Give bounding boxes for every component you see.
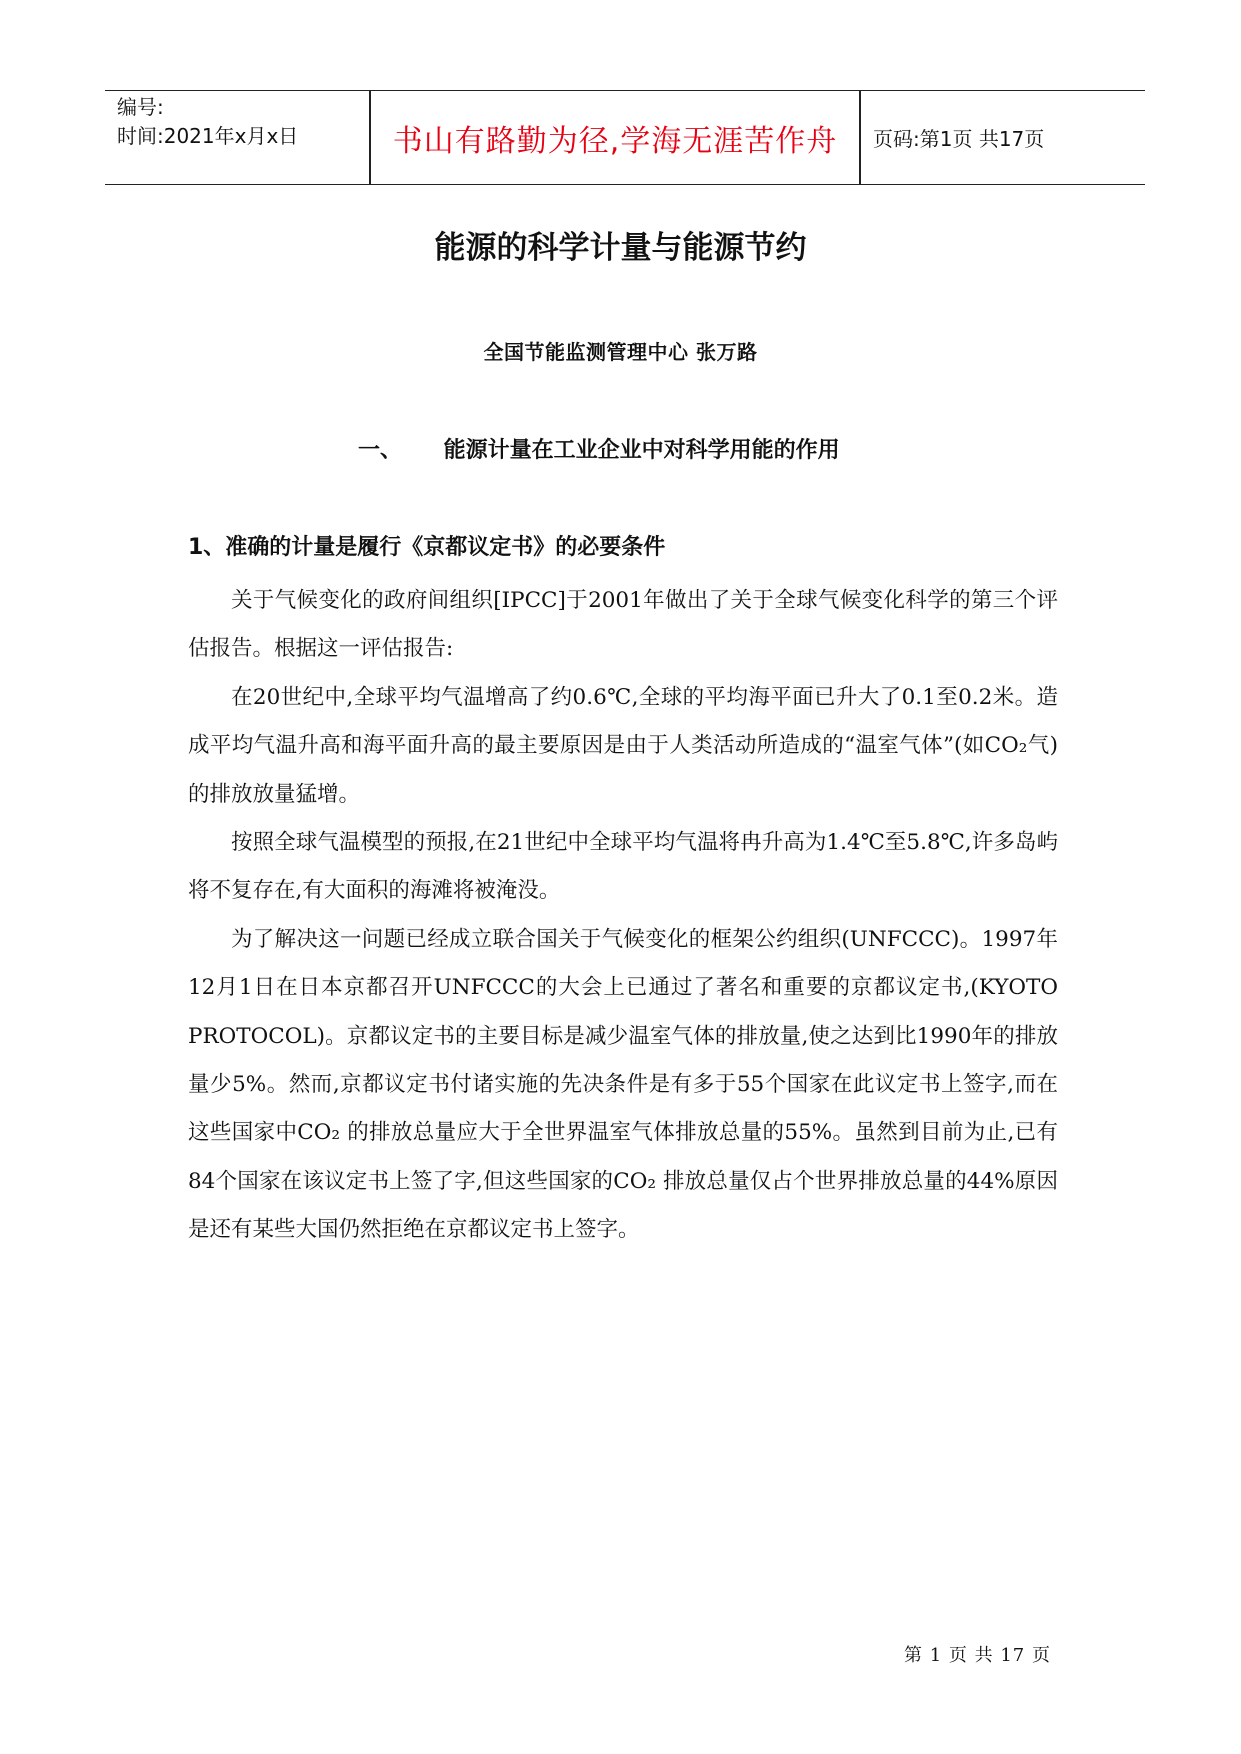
- paragraph: 按照全球气温模型的预报,在21世纪中全球平均气温将冉升高为1.4℃至5.8℃,许多岛屿将不复存在,有大面积的海滩将被淹没。: [188, 830, 1058, 904]
- document-title: 能源的科学计量与能源节约: [434, 230, 807, 266]
- paragraph: 在20世纪中,全球平均气温增高了约0.6℃,全球的平均海平面已升大了0.1至0.2米。造成平均气温升高和海平面升高的最主要原因是由于人类活动所造成的“温室气体”(如CO₂气)的排放放量猛增。: [188, 684, 1058, 807]
- header-page-info: 页码:第1页 共17页: [873, 127, 1045, 151]
- page-footer: 第 1 页 共 17 页: [904, 1645, 1051, 1666]
- header-meta: [117, 93, 372, 151]
- paragraph: 关于气候变化的政府间组织[IPCC]于2001年做出了关于全球气候变化科学的第三个评估报告。根据这一评估报告:: [188, 588, 1058, 662]
- paragraph: 为了解决这一问题已经成立联合国关于气候变化的框架公约组织(UNFCCC)。1997年 12月1日在日本京都召开UNFCCC的大会上已通过了著名和重要的京都议定书,(KYOTO PROTOCOL)。京都议定书的主要目标是减少温室气体的排放量,使之达到比1990年的排放量少5%。然而,京都议定书付诸实施的先决条件是有多于55个国家在此议定书上签字,而在这些国家中CO₂ 的排放总量应大于全世界温室气体排放总量的55%。虽然到目前为止,已有84个国家在该议定书上签了字,但这些国家的CO₂ 排放总量仅占个世界排放总量的44%原因是还有某些大国仍然拒绝在京都议定书上签字。: [188, 926, 1058, 1243]
- document-author: 全国节能监测管理中心 张万路: [483, 340, 758, 364]
- page-header: [105, 90, 1145, 185]
- document-time: 时间:2021年x月x日: [117, 124, 299, 148]
- header-motto: 书山有路勤为径,学海无涯苦作舟: [392, 123, 838, 159]
- body-text: [188, 577, 1058, 1255]
- section-title: 能源计量在工业企业中对科学用能的作用: [443, 438, 840, 463]
- section-heading: [358, 433, 840, 464]
- subheading: 1、准确的计量是履行《京都议定书》的必要条件: [188, 535, 666, 560]
- section-number: 一、: [358, 438, 403, 463]
- document-number-label: 编号:: [117, 95, 164, 119]
- header-divider: [859, 91, 861, 184]
